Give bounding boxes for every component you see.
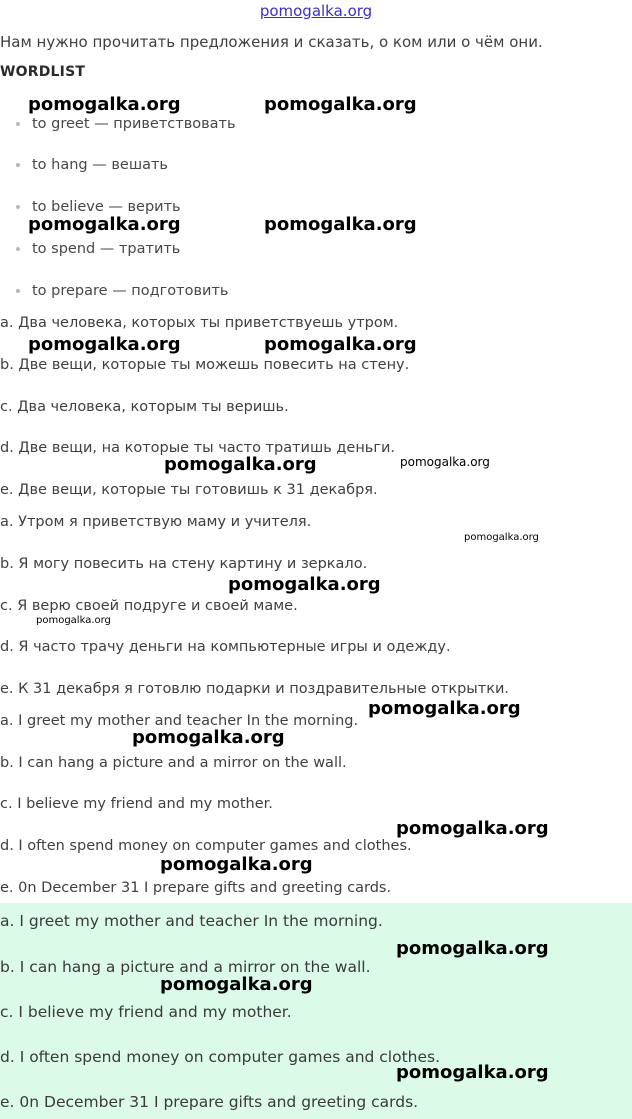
question-ru: e. Две вещи, которые ты готовишь к 31 декабря. <box>0 482 378 498</box>
wordlist-item <box>16 157 168 173</box>
wordlist-item-text: to prepare — подготовить <box>32 283 229 299</box>
wordlist-item <box>16 241 180 257</box>
watermark: pomogalka.org <box>228 574 381 595</box>
watermark: pomogalka.org <box>132 727 285 748</box>
site-link[interactable]: pomogalka.org <box>259 2 373 20</box>
answer-ru: b. Я могу повесить на стену картину и зеркало. <box>0 556 368 572</box>
wordlist-title: WORDLIST <box>0 64 86 80</box>
answer-en: e. 0n December 31 I prepare gifts and greeting cards. <box>0 880 392 896</box>
watermark: pomogalka.org <box>264 214 417 235</box>
answer-en: b. I can hang a picture and a mirror on the wall. <box>0 755 347 771</box>
watermark: pomogalka.org <box>160 854 313 875</box>
wordlist-item <box>16 199 181 215</box>
watermark: pomogalka.org <box>396 818 549 839</box>
bullet-icon <box>16 247 20 251</box>
answer-ru: c. Я верю своей подруге и своей маме. <box>0 598 298 614</box>
answer-ru: e. К 31 декабря я готовлю подарки и поздравительные открытки. <box>0 681 509 697</box>
highlighted-answer: d. I often spend money on computer games and clothes. <box>0 1048 441 1066</box>
watermark: pomogalka.org <box>396 1062 549 1083</box>
answer-en: d. I often spend money on computer games and clothes. <box>0 838 412 854</box>
question-ru: d. Две вещи, на которые ты часто тратишь деньги. <box>0 440 396 456</box>
bullet-icon <box>16 122 20 126</box>
bullet-icon <box>16 289 20 293</box>
watermark: pomogalka.org <box>160 974 313 995</box>
watermark: pomogalka.org <box>36 615 111 626</box>
watermark: pomogalka.org <box>400 455 490 469</box>
watermark: pomogalka.org <box>396 938 549 959</box>
intro-text: Нам нужно прочитать предложения и сказать, о ком или о чём они. <box>0 33 543 51</box>
watermark: pomogalka.org <box>264 94 417 115</box>
watermark: pomogalka.org <box>264 334 417 355</box>
wordlist-item <box>16 116 236 132</box>
watermark: pomogalka.org <box>464 532 539 543</box>
wordlist-item-text: to hang — вешать <box>32 157 168 173</box>
watermark: pomogalka.org <box>28 214 181 235</box>
watermark: pomogalka.org <box>368 698 521 719</box>
question-ru: a. Два человека, которых ты приветствуешь утром. <box>0 315 399 331</box>
bullet-icon <box>16 163 20 167</box>
answer-ru: a. Утром я приветствую маму и учителя. <box>0 514 312 530</box>
highlighted-answer: a. I greet my mother and teacher In the morning. <box>0 912 383 930</box>
highlighted-answer: c. I believe my friend and my mother. <box>0 1003 292 1021</box>
answer-ru: d. Я часто трачу деньги на компьютерные игры и одежду. <box>0 639 451 655</box>
question-ru: b. Две вещи, которые ты можешь повесить на стену. <box>0 357 410 373</box>
question-ru: c. Два человека, которым ты веришь. <box>0 399 289 415</box>
wordlist-item <box>16 283 228 299</box>
watermark: pomogalka.org <box>28 94 181 115</box>
answer-en: a. I greet my mother and teacher In the morning. <box>0 713 359 729</box>
highlighted-answer: b. I can hang a picture and a mirror on the wall. <box>0 958 371 976</box>
answer-en: c. I believe my friend and my mother. <box>0 796 273 812</box>
bullet-icon <box>16 205 20 209</box>
watermark: pomogalka.org <box>164 454 317 475</box>
wordlist-item-text: to believe — верить <box>32 199 181 215</box>
watermark: pomogalka.org <box>28 334 181 355</box>
wordlist-item-text: to greet — приветствовать <box>32 116 236 132</box>
wordlist-item-text: to spend — тратить <box>32 241 181 257</box>
highlighted-answer: e. 0n December 31 I prepare gifts and greeting cards. <box>0 1093 419 1111</box>
